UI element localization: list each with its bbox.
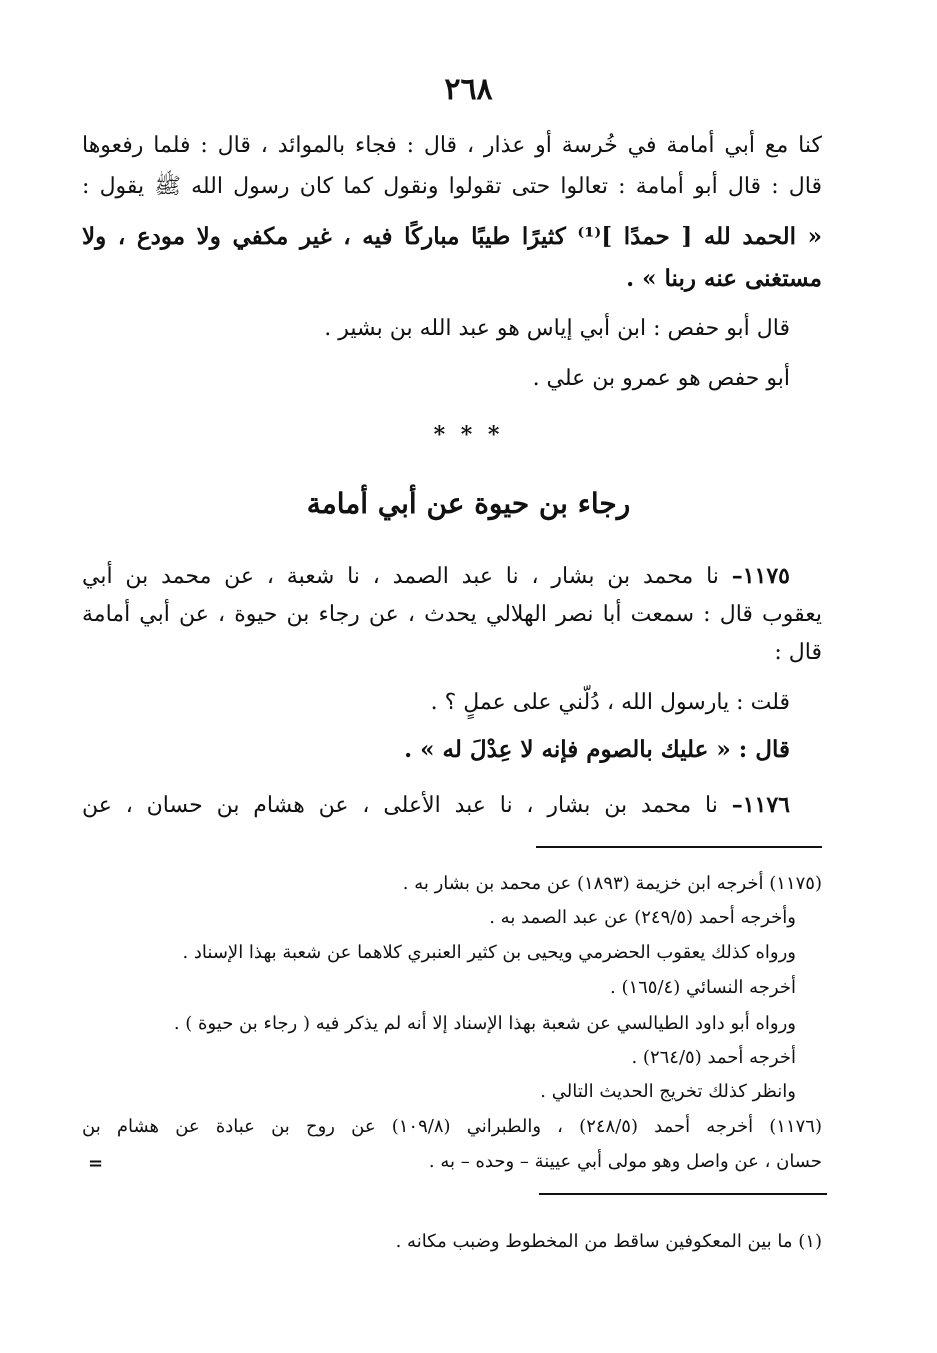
intro-line-6: أبو حفص هو عمرو بن علي . bbox=[532, 366, 790, 391]
footnote-line-8: (١١٧٦) أخرجه أحمد (٢٤٨/٥) ، والطبراني (١٠٩/٨) عن روح بن عبادة عن هشام بن bbox=[82, 1116, 822, 1137]
intro-line-3: « الحمد لله [ حمدًا ]⁽¹⁾ كثيرًا طيبًا مباركًا فيه ، غير مكفي ولا مودع ، ولا bbox=[82, 223, 822, 250]
footnote-line-7: وانظر كذلك تخريج الحديث التالي . bbox=[540, 1081, 796, 1102]
hadith-1176-number: ١١٧٦– bbox=[731, 792, 790, 818]
footnote-line-9: حسان ، عن واصل وهو مولى أبي عيينة – وحده – به . bbox=[428, 1151, 822, 1172]
intro-line-5: قال أبو حفص : ابن أبي إياس هو عبد الله بن بشير . bbox=[324, 316, 790, 341]
section-separator: * * * bbox=[433, 422, 504, 448]
hadith-1176-text-1: نا محمد بن بشار ، نا عبد الأعلى ، عن هشام بن حسان ، عن bbox=[82, 793, 732, 818]
footnote-line-3: ورواه كذلك يعقوب الحضرمي ويحيى بن كثير العنبري كلاهما عن شعبة بهذا الإسناد . bbox=[182, 942, 796, 963]
margin-footnote: (١) ما بين المعكوفين ساقط من المخطوط وضبب مكانه . bbox=[395, 1231, 822, 1252]
footnote-rule-top bbox=[536, 846, 822, 848]
hadith-1175-line-2: يعقوب قال : سمعت أبا نصر الهلالي يحدث ، عن رجاء بن حيوة ، عن أبي أمامة bbox=[82, 602, 822, 627]
intro-line-4: مستغنى عنه ربنا » . bbox=[626, 265, 822, 292]
intro-line-2: قال : قال أبو أمامة : تعالوا حتى تقولوا ونقول كما كان رسول الله ﷺ يقول : bbox=[82, 174, 822, 199]
hadith-1175-text-1: نا محمد بن بشار ، نا عبد الصمد ، نا شعبة ، عن محمد بن أبي bbox=[82, 564, 732, 589]
hadith-1175-number: ١١٧٥– bbox=[731, 563, 790, 589]
footnote-line-1: (١١٧٥) أخرجه ابن خزيمة (١٨٩٣) عن محمد بن بشار به . bbox=[402, 873, 822, 894]
hadith-1175-line-1 bbox=[82, 561, 822, 592]
footnote-line-4: أخرجه النسائي (١٦٥/٤) . bbox=[610, 977, 796, 998]
page-number: ٢٦٨ bbox=[444, 72, 493, 107]
section-heading: رجاء بن حيوة عن أبي أمامة bbox=[306, 487, 631, 520]
continuation-mark: = bbox=[88, 1153, 104, 1174]
intro-line-1: كنا مع أبي أمامة في خُرسة أو عذار ، قال : فجاء بالموائد ، قال : فلما رفعوها bbox=[82, 133, 822, 158]
footnote-line-6: أخرجه أحمد (٢٦٤/٥) . bbox=[631, 1047, 796, 1068]
footnote-line-5: ورواه أبو داود الطيالسي عن شعبة بهذا الإسناد إلا أنه لم يذكر فيه ( رجاء بن حيوة ) . bbox=[173, 1013, 796, 1034]
hadith-1175-question: قلت : يارسول الله ، دُلّني على عملٍ ؟ . bbox=[430, 690, 790, 715]
footnote-line-2: وأخرجه أحمد (٢٤٩/٥) عن عبد الصمد به . bbox=[489, 907, 796, 928]
hadith-1175-line-3: قال : bbox=[774, 640, 822, 665]
hadith-1175-answer: قال : « عليك بالصوم فإنه لا عِدْلَ له » . bbox=[404, 736, 790, 763]
footnote-rule-bottom bbox=[539, 1193, 827, 1195]
hadith-1176-line-1 bbox=[82, 790, 822, 821]
